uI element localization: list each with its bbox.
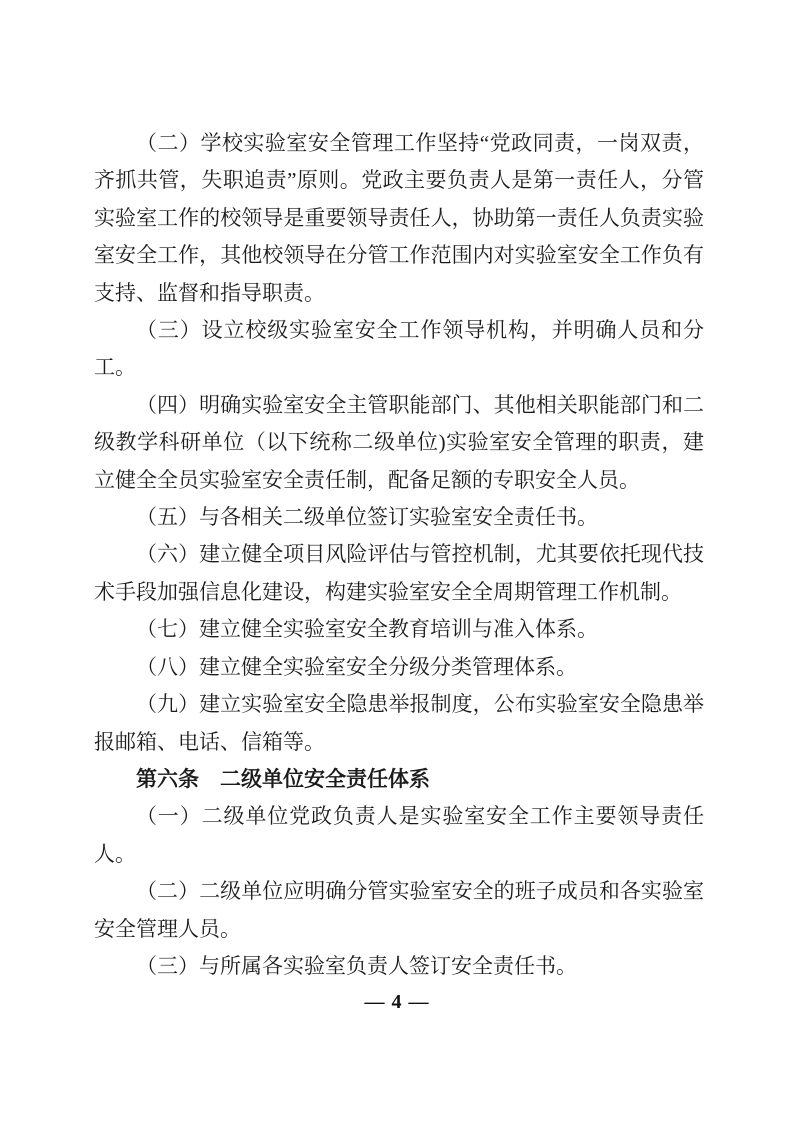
page-number: — 4 — [364,991,430,1013]
body-paragraph: （二）学校实验室安全管理工作坚持“党政同责，一岗双责，齐抓共管，失职追责”原则。党政主要负责人是第一责任人，分管实验室工作的校领导是重要领导责任人，协助第一责任人负责实验室安全工作，其他校领导在分管工作范围内对实验室安全工作负有支持、监督和指导职责。 [94,131,704,305]
body-paragraph: （六）建立健全项目风险评估与管控机制，尤其要依托现代技术手段加强信息化建设，构建实验室安全全周期管理工作机制。 [94,542,704,604]
body-paragraph: （一）二级单位党政负责人是实验室安全工作主要领导责任人。 [94,804,704,866]
body-paragraph: （九）建立实验室安全隐患举报制度，公布实验室安全隐患举报邮箱、电话、信箱等。 [94,692,704,754]
body-paragraph: （二）二级单位应明确分管实验室安全的班子成员和各实验室安全管理人员。 [94,879,704,941]
body-paragraph: （三）设立校级实验室安全工作领导机构，并明确人员和分工。 [94,318,704,380]
body-paragraph: （八）建立健全实验室安全分级分类管理体系。 [136,654,577,679]
body-paragraph: （三）与所属各实验室负责人签订安全责任书。 [136,953,577,978]
body-paragraph: （四）明确实验室安全主管职能部门、其他相关职能部门和二级教学科研单位（以下统称二级单位)实验室安全管理的职责，建立健全全员实验室安全责任制，配备足额的专职安全人员。 [94,392,704,492]
document-body [94,125,704,985]
body-paragraph: （五）与各相关二级单位签订实验室安全责任书。 [136,505,598,530]
article-six-heading: 第六条 二级单位安全责任体系 [136,766,430,791]
body-paragraph: （七）建立健全实验室安全教育培训与准入体系。 [136,617,598,642]
